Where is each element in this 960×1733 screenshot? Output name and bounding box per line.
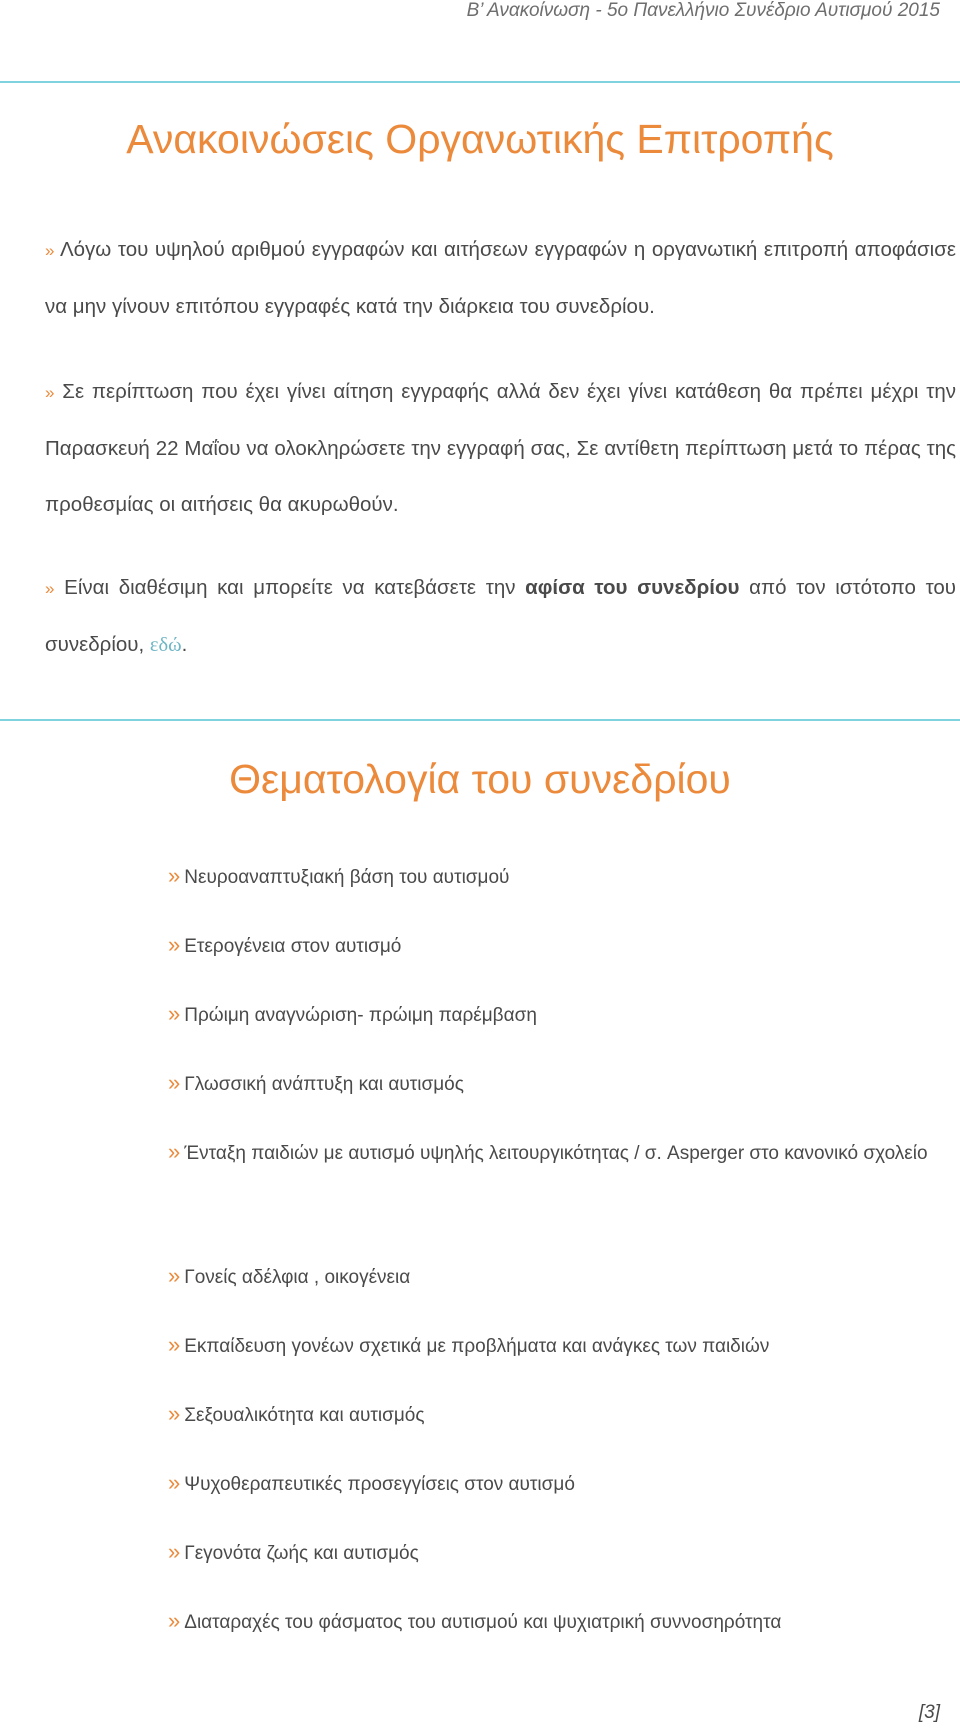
bullet-icon: »: [168, 1608, 181, 1633]
bullet-icon: »: [168, 1070, 181, 1095]
topic-text: Σεξουαλικότητα και αυτισμός: [184, 1405, 425, 1426]
document-header: Β’ Ανακοίνωση - 5ο Πανελλήνιο Συνέδριο Αυτισμού 2015: [466, 0, 940, 21]
bullet-icon: »: [168, 1139, 181, 1164]
notice-text: Σε περίπτωση που έχει γίνει αίτηση εγγραφής αλλά δεν έχει γίνει κατάθεση θα πρέπει μέχρι την Παρασκευή 22 Μαΐου να ολοκληρώσετε την εγγραφή σας, Σε αντίθετη περίπτωση μετά το πέρας της προθεσμίας οι αιτήσεις θα ακυρωθούν.: [45, 380, 956, 516]
bullet-icon: »: [168, 1539, 181, 1564]
topic-text: Γονείς αδέλφια , οικογένεια: [184, 1267, 411, 1288]
bullet-icon: »: [168, 1263, 181, 1288]
topic-item: [168, 1593, 938, 1651]
topic-text: Ετερογένεια στον αυτισμό: [184, 936, 402, 957]
topic-text: Πρώιμη αναγνώριση- πρώιμη παρέμβαση: [184, 1005, 537, 1026]
topic-text: Διαταραχές του φάσματος του αυτισμού και ψυχιατρική συννοσηρότητα: [184, 1612, 782, 1633]
topic-text: Γλωσσική ανάπτυξη και αυτισμός: [184, 1074, 464, 1095]
topic-item: [168, 1055, 938, 1113]
bullet-icon: »: [45, 579, 55, 598]
notice-text: από τον ιστότοπο του συνεδρίου,: [45, 576, 956, 656]
bullet-icon: »: [168, 863, 181, 888]
notice-registrations: [45, 222, 956, 335]
topic-item: [168, 986, 938, 1044]
section-title-announcements: Ανακοινώσεις Οργανωτικής Επιτροπής: [126, 116, 834, 162]
notice-deadline: [45, 364, 956, 533]
topic-text: Ψυχοθεραπευτικές προσεγγίσεις στον αυτισμό: [184, 1474, 575, 1495]
bullet-icon: »: [168, 1332, 181, 1357]
topic-item: [168, 1124, 938, 1182]
bullet-icon: »: [168, 1470, 181, 1495]
bullet-icon: »: [168, 932, 181, 957]
topic-text: Νευροαναπτυξιακή βάση του αυτισμού: [184, 867, 510, 888]
divider-middle: [0, 719, 960, 721]
notice-text: Είναι διαθέσιμη και μπορείτε να κατεβάσετε την: [64, 576, 516, 599]
bullet-icon: »: [45, 241, 55, 260]
poster-emphasis: αφίσα του συνεδρίου: [525, 576, 740, 599]
topic-item: [168, 848, 938, 906]
notice-end: .: [181, 633, 188, 656]
divider-top: [0, 81, 960, 83]
section-title-topics: Θεματολογία του συνεδρίου: [229, 756, 731, 802]
bullet-icon: »: [168, 1001, 181, 1026]
page-number: [3]: [918, 1702, 940, 1723]
notice-text: Λόγω του υψηλού αριθμού εγγραφών και αιτήσεων εγγραφών η οργανωτική επιτροπή αποφάσισε να μην γίνουν επιτόπου εγγραφές κατά την διάρκεια του συνεδρίου.: [45, 238, 956, 318]
notice-poster: [45, 560, 956, 673]
topic-item: [168, 1386, 938, 1444]
topic-item: [168, 1248, 938, 1306]
topic-text: Εκπαίδευση γονέων σχετικά με προβλήματα και ανάγκες των παιδιών: [184, 1336, 770, 1357]
bullet-icon: »: [45, 383, 55, 402]
bullet-icon: »: [168, 1401, 181, 1426]
topic-text: Ένταξη παιδιών με αυτισμό υψηλής λειτουργικότητας / σ. Asperger στο κανονικό σχολείο: [184, 1143, 928, 1164]
topic-item: [168, 1455, 938, 1513]
topic-item: [168, 1317, 938, 1375]
topic-item: [168, 917, 938, 975]
poster-link[interactable]: εδώ: [149, 634, 182, 656]
topic-item: [168, 1524, 938, 1582]
topic-text: Γεγονότα ζωής και αυτισμός: [184, 1543, 419, 1564]
